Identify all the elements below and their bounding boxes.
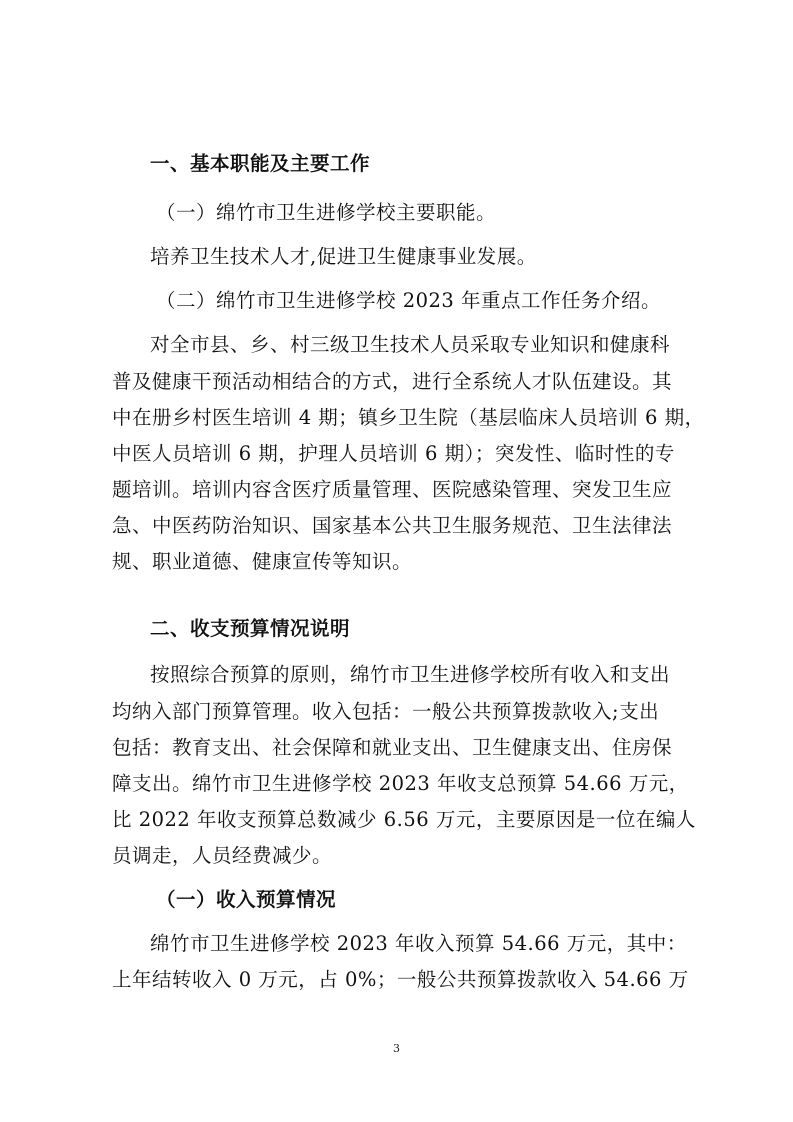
section-heading-1: 一、基本职能及主要工作 bbox=[150, 152, 371, 175]
paragraph-line: 培养卫生技术人才,促进卫生健康事业发展。 bbox=[150, 245, 537, 268]
paragraph-line: 员调走，人员经费减少。 bbox=[112, 844, 333, 867]
section-heading-2: 二、收支预算情况说明 bbox=[150, 617, 351, 640]
paragraph-line: 按照综合预算的原则，绵竹市卫生进修学校所有收入和支出 bbox=[150, 663, 671, 686]
paragraph-line: 中在册乡村医生培训 4 期；镇乡卫生院（基层临床人员培训 6 期， bbox=[112, 406, 705, 429]
paragraph-line: 规、职业道德、健康宣传等知识。 bbox=[112, 550, 413, 573]
subsection-heading-1-2: （二）绵竹市卫生进修学校 2023 年重点工作任务介绍。 bbox=[156, 289, 662, 312]
subsection-heading-1-1: （一）绵竹市卫生进修学校主要职能。 bbox=[156, 201, 497, 224]
page-number: 3 bbox=[393, 1042, 400, 1055]
paragraph-line: 上年结转收入 0 万元，占 0%；一般公共预算拨款收入 54.66 万 bbox=[112, 968, 689, 991]
paragraph-line: 比 2022 年收支预算总数减少 6.56 万元，主要原因是一位在编人 bbox=[112, 808, 696, 831]
subsection-heading-2-1: （一）收入预算情况 bbox=[156, 888, 337, 911]
paragraph-line: 对全市县、乡、村三级卫生技术人员采取专业知识和健康科 bbox=[150, 333, 671, 356]
paragraph-line: 中医人员培训 6 期，护理人员培训 6 期）；突发性、临时性的专 bbox=[112, 442, 675, 465]
paragraph-line: 题培训。培训内容含医疗质量管理、医院感染管理、突发卫生应 bbox=[112, 478, 673, 501]
paragraph-line: 急、中医药防治知识、国家基本公共卫生服务规范、卫生法律法 bbox=[112, 514, 673, 537]
paragraph-line: 包括：教育支出、社会保障和就业支出、卫生健康支出、住房保 bbox=[112, 736, 673, 759]
paragraph-line: 绵竹市卫生进修学校 2023 年收入预算 54.66 万元，其中： bbox=[150, 932, 687, 955]
paragraph-line: 普及健康干预活动相结合的方式，进行全系统人才队伍建设。其 bbox=[112, 370, 673, 393]
paragraph-line: 障支出。绵竹市卫生进修学校 2023 年收支总预算 54.66 万元， bbox=[112, 772, 689, 795]
paragraph-line: 均纳入部门预算管理。收入包括：一般公共预算拨款收入;支出 bbox=[112, 700, 660, 723]
